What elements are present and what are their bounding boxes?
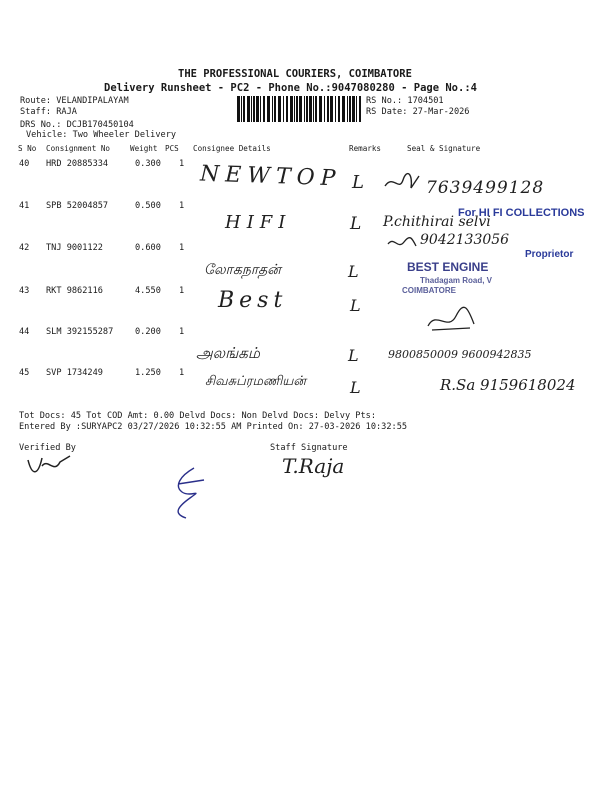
consignee-name: NEWTOP [199,161,342,192]
barcode-bar [272,96,273,122]
receiver-phone: 9042133056 [420,232,510,248]
staff-label: Staff: RAJA [20,107,77,117]
row-sno: 45 [19,368,30,378]
barcode-bar [296,96,298,122]
verifier-initials [160,462,220,522]
row-sno: 40 [19,159,30,169]
remark-mark: L [352,172,364,193]
row-consignment: RKT 9862116 [46,286,103,296]
barcode-bar [274,96,276,122]
signature-scribble-44 [422,306,482,336]
col-sno: S No [18,144,37,153]
col-remarks: Remarks [349,144,382,153]
barcode [237,96,363,122]
remark-mark: L [350,378,361,397]
barcode-bar [283,96,284,122]
barcode-bar [359,96,361,122]
row-pcs: 1 [179,286,185,296]
barcode-bar [338,96,340,122]
barcode-bar [330,96,333,122]
row-sno: 43 [19,286,30,296]
barcode-bar [267,96,270,122]
barcode-bar [237,96,240,122]
row-sno: 41 [19,201,30,211]
barcode-bar [243,96,245,122]
signature-scribble-40 [383,172,423,194]
hifi-stamp: For HI FI COLLECTIONS [458,207,585,219]
col-seal-signature: Seal & Signature [407,144,481,153]
proprietor-stamp: Proprietor [525,249,574,260]
barcode-bar [256,96,259,122]
row-weight: 1.250 [135,368,161,378]
barcode-bar [299,96,302,122]
rs-date: RS Date: 27-Mar-2026 [366,107,470,117]
stamp-address-line: Thadagam Road, V [420,276,493,285]
barcode-bar [315,96,317,122]
remark-mark: L [348,262,359,281]
consignee-name: HIFI [225,212,292,233]
col-consignment: Consignment No [46,144,111,153]
col-consignee-details: Consignee Details [193,144,271,153]
row-pcs: 1 [179,327,185,337]
row-sno: 44 [19,327,30,337]
barcode-bar [241,96,242,122]
row-weight: 0.600 [135,243,161,253]
barcode-bar [286,96,288,122]
company-title: THE PROFESSIONAL COURIERS, COIMBATORE [178,68,412,80]
barcode-bar [260,96,261,122]
row-weight: 0.200 [135,327,161,337]
barcode-bar [278,96,281,122]
barcode-bar [352,96,355,122]
barcode-graphic [237,96,363,122]
consignee-name: அலங்கம் [196,344,260,362]
receiver-phones: 9800850009 9600942835 [388,348,532,361]
receiver-signature: R.Sa 9159618024 [440,376,576,394]
row-consignment: TNJ 9001122 [46,243,103,253]
vehicle-label: Vehicle: Two Wheeler Delivery [26,130,177,140]
barcode-bar [263,96,265,122]
barcode-bar [319,96,322,122]
barcode-bar [335,96,336,122]
barcode-bar [290,96,293,122]
consignee-name: Best [218,288,288,313]
row-consignment: SPB 52004857 [46,201,109,211]
barcode-bar [309,96,312,122]
verified-by-label: Verified By [19,443,76,453]
row-pcs: 1 [179,243,185,253]
barcode-bar [342,96,345,122]
barcode-bar [253,96,255,122]
barcode-bar [349,96,351,122]
barcode-bar [304,96,305,122]
best-engineering-stamp: BEST ENGINE [407,260,489,274]
row-weight: 4.550 [135,286,161,296]
row-consignment: HRD 20885334 [46,159,109,169]
barcode-bar [251,96,252,122]
runsheet-subtitle: Delivery Runsheet - PC2 - Phone No.:9047080280 - Page No.:4 [104,82,477,94]
row-consignment: SLM 392155287 [46,327,114,337]
row-pcs: 1 [179,368,185,378]
col-weight: Weight [130,144,158,153]
route-label: Route: VELANDIPALAYAM [20,96,129,106]
remark-mark: L [348,346,359,365]
barcode-bar [356,96,357,122]
remark-mark: L [350,214,362,234]
col-pcs: PCS [165,144,179,153]
staff-signature: T.Raja [282,454,345,478]
staff-signature-label: Staff Signature [270,443,348,453]
barcode-bar [347,96,348,122]
entered-by-line: Entered By :SURYAPC2 03/27/2026 10:32:55 AM Printed On: 27-03-2026 10:32:55 [19,422,408,432]
rs-number: RS No.: 1704501 [366,96,444,106]
row-pcs: 1 [179,201,185,211]
barcode-bar [324,96,325,122]
barcode-bar [313,96,314,122]
row-weight: 0.500 [135,201,161,211]
drs-number: DRS No.: DCJB170450104 [20,120,134,130]
row-sno: 42 [19,243,30,253]
consignee-name: லோகநாதன் [204,262,281,278]
consignee-name: சிவசுப்ரமணியன் [205,374,307,389]
verifier-signature [24,450,74,480]
barcode-bar [294,96,295,122]
stamp-city-line: COIMBATORE [402,286,456,295]
remark-mark: L [350,296,361,315]
barcode-bar [247,96,250,122]
receiver-signature: P.chithirai selvi [383,214,491,230]
row-pcs: 1 [179,159,185,169]
barcode-bar [306,96,308,122]
barcode-bar [327,96,329,122]
receiver-phone: 7639499128 [426,178,545,198]
row-weight: 0.300 [135,159,161,169]
row-consignment: SVP 1734249 [46,368,103,378]
signature-scribble-42 [386,236,420,250]
totals-line: Tot Docs: 45 Tot COD Amt: 0.00 Delvd Docs: Non Delvd Docs: Delvy Pts: [19,411,376,421]
